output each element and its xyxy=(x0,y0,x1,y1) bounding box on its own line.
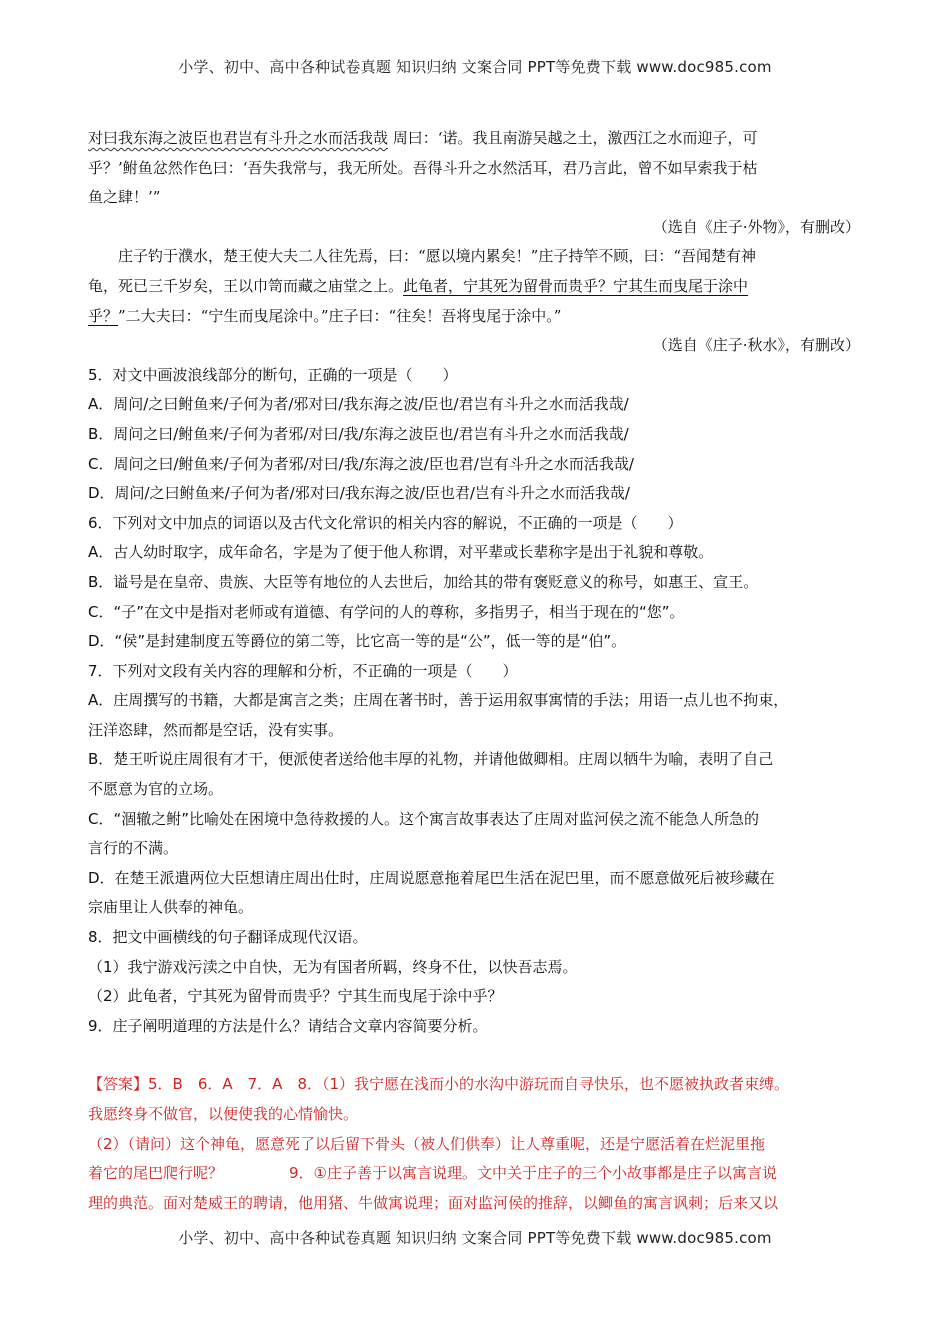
question-7-option-b: B．楚王听说庄周很有才干，便派使者送给他丰厚的礼物，并请他做卿相。庄周以牺牛为喻，表明了自己 xyxy=(88,750,774,769)
passage1-line: 对曰我东海之波臣也君岂有斗升之水而活我哉 周曰：‘诺。我且南游吴越之土，激西江之水而迎子，可 xyxy=(88,129,758,147)
question-7-option-a-cont: 汪洋恣肆，然而都是空话，没有实事。 xyxy=(88,720,344,739)
page-header: 小学、初中、高中各种试卷真题 知识归纳 文案合同 PPT等免费下载 www.doc985.com xyxy=(178,58,772,76)
answer-line: 我愿终身不做官，以便使我的心情愉快。 xyxy=(88,1105,359,1123)
question-6-stem: 6．下列对文中加点的词语以及古代文化常识的相关内容的解说，不正确的一项是（ ） xyxy=(88,513,683,532)
question-7-option-c-cont: 言行的不满。 xyxy=(88,839,179,858)
question-6-option-a: A．古人幼时取字，成年命名，字是为了便于他人称谓，对平辈或长辈称字是出于礼貌和尊敬。 xyxy=(88,543,714,562)
question-5-option-d: D．周问/之曰鲋鱼来/子何为者/邪对曰/我东海之波/臣也君/岂有斗升之水而活我哉/ xyxy=(88,484,630,503)
answer-line: 着它的尾巴爬行呢？ 9．①庄子善于以寓言说理。文中关于庄子的三个小故事都是庄子以寓言说 xyxy=(88,1164,778,1183)
underlined-sentence: 此龟者，宁其死为留骨而贵乎？宁其生而曳尾于涂中 xyxy=(403,276,749,295)
question-5-stem: 5．对文中画波浪线部分的断句，正确的一项是（ ） xyxy=(88,365,458,384)
passage2-line: 龟，死已三千岁矣，王以巾笥而藏之庙堂之上。此龟者，宁其死为留骨而贵乎？宁其生而曳尾于涂中 xyxy=(88,276,749,295)
answer-line: 理的典范。面对楚威王的聘请，他用猪、牛做寓说理；面对监河侯的推辞，以鲫鱼的寓言讽刺；后来又以 xyxy=(88,1193,779,1212)
question-5-option-b: B．周问之曰/鲋鱼来/子何为者邪/对曰/我/东海之波臣也/君岂有斗升之水而活我哉/ xyxy=(88,424,629,443)
passage1-line: 乎？’鲋鱼忿然作色曰：‘吾失我常与，我无所处。吾得斗升之水然活耳，君乃言此，曾不如早索我于枯 xyxy=(88,158,758,177)
question-8-sentence-1: （1）我宁游戏污渎之中自快，无为有国者所羁，终身不仕，以快吾志焉。 xyxy=(88,957,578,976)
question-7-option-d-cont: 宗庙里让人供奉的神龟。 xyxy=(88,898,254,917)
question-7-option-d: D．在楚王派遣两位大臣想请庄周出仕时，庄周说愿意拖着尾巴生活在泥巴里，而不愿意做死后被珍藏在 xyxy=(88,868,775,887)
question-6-option-d: D．“侯”是封建制度五等爵位的第二等，比它高一等的是“公”，低一等的是“伯”。 xyxy=(88,632,627,651)
answer-line: （2）（请问）这个神龟，愿意死了以后留下骨头（被人们供奉）让人尊重呢，还是宁愿活着在烂泥里拖 xyxy=(88,1134,766,1153)
passage2-line: 庄子钓于濮水，楚王使大夫二人往先焉，曰：“愿以境内累矣！”庄子持竿不顾，曰：“吾闻楚有神 xyxy=(118,247,757,266)
question-5-option-a: A．周问/之曰鲋鱼来/子何为者/邪对曰/我东海之波/臣也/君岂有斗升之水而活我哉/ xyxy=(88,395,629,414)
answer-line: 【答案】5．B 6．A 7．A 8．（1）我宁愿在浅而小的水沟中游玩而自寻快乐，也不愿被执政者束缚。 xyxy=(88,1075,790,1094)
document-body xyxy=(88,124,860,1218)
question-7-stem: 7．下列对文段有关内容的理解和分析，不正确的一项是（ ） xyxy=(88,661,518,680)
passage2-source: （选自《庄子·秋水》，有删改） xyxy=(652,336,860,355)
question-7-option-a: A．庄周撰写的书籍，大都是寓言之类；庄周在著书时，善于运用叙事寓情的手法；用语一点儿也不拘束， xyxy=(88,691,789,710)
passage1-line: 鱼之肆！’” xyxy=(88,188,161,207)
question-6-option-c: C．“子”在文中是指对老师或有道德、有学问的人的尊称，多指男子，相当于现在的“您”。 xyxy=(88,602,685,621)
question-5-option-c: C．周问之曰/鲋鱼来/子何为者邪/对曰/我/东海之波/臣也君/岂有斗升之水而活我哉/ xyxy=(88,454,634,473)
passage2-line: 乎？”二大夫曰：“宁生而曳尾涂中。”庄子曰：“往矣！吾将曳尾于涂中。” xyxy=(88,306,562,325)
spacer xyxy=(88,1041,860,1070)
underlined-sentence: 乎？ xyxy=(88,306,119,325)
question-9-stem: 9．庄子阐明道理的方法是什么？请结合文章内容简要分析。 xyxy=(88,1016,488,1035)
question-7-option-b-cont: 不愿意为官的立场。 xyxy=(88,780,224,799)
question-8-sentence-2: （2）此龟者，宁其死为留骨而贵乎？宁其生而曳尾于涂中乎？ xyxy=(88,987,503,1006)
page-footer: 小学、初中、高中各种试卷真题 知识归纳 文案合同 PPT等免费下载 www.doc985.com xyxy=(178,1229,772,1247)
wavy-underlined-text: 对曰我东海之波臣也君岂有斗升之水而活我哉 xyxy=(88,129,389,147)
question-8-stem: 8．把文中画横线的句子翻译成现代汉语。 xyxy=(88,928,368,947)
passage1-source: （选自《庄子·外物》，有删改） xyxy=(652,217,860,236)
question-6-option-b: B．谥号是在皇帝、贵族、大臣等有地位的人去世后，加给其的带有褒贬意义的称号，如惠王、宣王。 xyxy=(88,572,759,591)
question-7-option-c: C．“涸辙之鲋”比喻处在困境中急待救援的人。这个寓言故事表达了庄周对监河侯之流不能急人所急的 xyxy=(88,809,760,828)
